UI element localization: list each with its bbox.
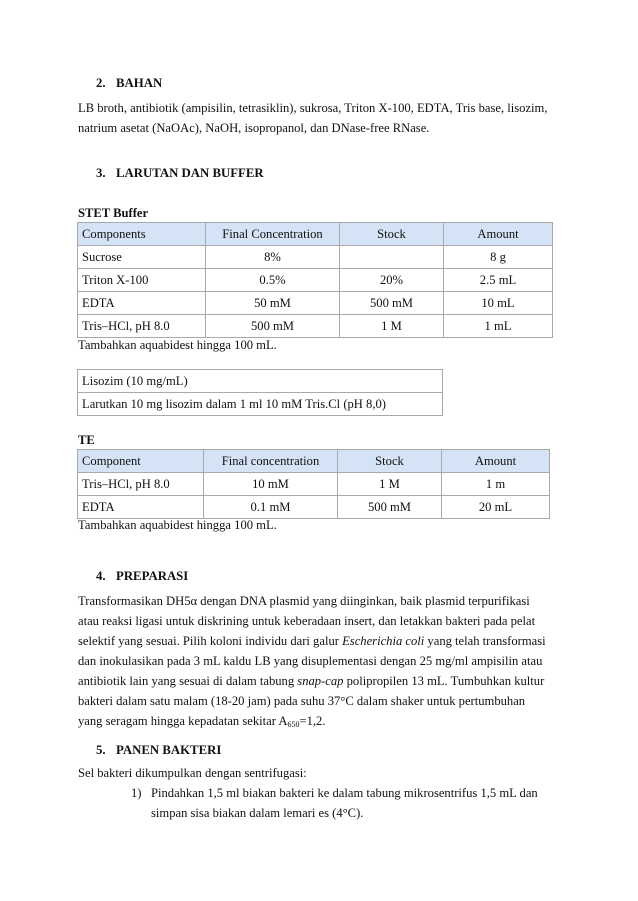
section-2-heading	[96, 76, 162, 91]
header-cell: Stock	[340, 223, 444, 246]
section-title: PREPARASI	[116, 569, 189, 583]
table-cell: Triton X-100	[78, 269, 206, 292]
table-row	[78, 370, 443, 393]
table-header-row	[78, 223, 553, 246]
lisozim-table	[77, 369, 443, 416]
paragraph-line	[78, 671, 560, 691]
section-4-heading	[96, 569, 188, 584]
subscript: 650	[287, 720, 300, 729]
stet-buffer-note: Tambahkan aquabidest hingga 100 mL.	[78, 338, 277, 352]
table-cell: 20 mL	[442, 496, 550, 519]
section-2-body	[78, 98, 560, 138]
paragraph-line: dan inokulasikan pada 3 mL kaldu LB yang disuplementasi dengan 25 mg/ml ampisilin atau	[78, 654, 543, 668]
table-cell: Tris–HCl, pH 8.0	[78, 315, 206, 338]
table-cell: 500 mM	[338, 496, 442, 519]
table-cell: 8%	[206, 246, 340, 269]
paragraph-line: natrium asetat (NaOAc), NaOH, isopropanol, dan DNase-free RNase.	[78, 121, 430, 135]
table-cell: 10 mM	[204, 473, 338, 496]
header-cell: Amount	[444, 223, 553, 246]
table-cell: 50 mM	[206, 292, 340, 315]
table-cell: 1 M	[340, 315, 444, 338]
header-cell: Final concentration	[204, 450, 338, 473]
table-cell: EDTA	[78, 496, 204, 519]
section-5-heading	[96, 743, 221, 758]
header-cell: Final Concentration	[206, 223, 340, 246]
text-run: yang seragam hingga kepadatan sekitar A	[78, 714, 288, 728]
text-run: yang telah transformasi	[424, 634, 546, 648]
table-cell: 10 mL	[444, 292, 553, 315]
step-line: simpan sisa biakan dalam lemari es (4°C).	[151, 806, 364, 820]
text-run: =1,2.	[299, 714, 326, 728]
step-number: 1)	[131, 786, 142, 800]
section-title: LARUTAN DAN BUFFER	[116, 166, 264, 180]
text-run: antibiotik lain yang sesuai di dalam tabung	[78, 674, 298, 688]
te-title: TE	[78, 433, 95, 447]
paragraph-line	[78, 631, 560, 651]
text-run: polipropilen 13 mL. Tumbuhkan kultur	[343, 674, 545, 688]
stet-buffer-title: STET Buffer	[78, 206, 149, 220]
step-text	[151, 783, 560, 823]
table-cell: Sucrose	[78, 246, 206, 269]
section-number: 4.	[96, 569, 106, 583]
table-cell: 0.1 mM	[204, 496, 338, 519]
table-header-row	[78, 450, 550, 473]
paragraph-line: LB broth, antibiotik (ampisilin, tetrasiklin), sukrosa, Triton X-100, EDTA, Tris base, lisozim,	[78, 101, 548, 115]
table-row	[78, 246, 553, 269]
step-line: Pindahkan 1,5 ml biakan bakteri ke dalam tabung mikrosentrifus 1,5 mL dan	[151, 786, 538, 800]
header-cell: Stock	[338, 450, 442, 473]
table-cell: 1 mL	[444, 315, 553, 338]
table-cell: 500 mM	[206, 315, 340, 338]
section-number: 5.	[96, 743, 106, 757]
table-cell: Larutkan 10 mg lisozim dalam 1 ml 10 mM Tris.Cl (pH 8,0)	[78, 393, 443, 416]
table-cell: Tris–HCl, pH 8.0	[78, 473, 204, 496]
paragraph-line	[78, 711, 560, 735]
header-cell: Component	[78, 450, 204, 473]
section-4-body	[78, 591, 560, 735]
stet-buffer-table	[77, 222, 553, 338]
paragraph-line: bakteri dalam satu malam (18-20 jam) pada suhu 37°C dalam shaker untuk pertumbuhan	[78, 694, 526, 708]
table-cell: 1 m	[442, 473, 550, 496]
header-cell: Components	[78, 223, 206, 246]
section-5-intro: Sel bakteri dikumpulkan dengan sentrifugasi:	[78, 766, 307, 780]
table-cell	[340, 246, 444, 269]
paragraph-line: atau reaksi ligasi untuk diskrining untuk keberadaan insert, dan letakkan bakteri pada pelat	[78, 614, 536, 628]
table-row	[78, 292, 553, 315]
section-3-heading	[96, 166, 264, 181]
section-number: 2.	[96, 76, 106, 90]
table-cell: 1 M	[338, 473, 442, 496]
table-cell: 0.5%	[206, 269, 340, 292]
emphasis-term: snap-cap	[297, 674, 344, 688]
table-cell: 20%	[340, 269, 444, 292]
table-cell: 2.5 mL	[444, 269, 553, 292]
section-number: 3.	[96, 166, 106, 180]
te-table	[77, 449, 550, 519]
table-cell: Lisozim (10 mg/mL)	[78, 370, 443, 393]
table-row	[78, 393, 443, 416]
paragraph-line: Transformasikan DH5α dengan DNA plasmid yang diinginkan, baik plasmid terpurifikasi	[78, 594, 530, 608]
table-cell: 8 g	[444, 246, 553, 269]
te-note: Tambahkan aquabidest hingga 100 mL.	[78, 518, 277, 532]
table-cell: EDTA	[78, 292, 206, 315]
species-name: Escherichia coli	[342, 634, 425, 648]
section-title: BAHAN	[116, 76, 163, 90]
header-cell: Amount	[442, 450, 550, 473]
table-row	[78, 473, 550, 496]
table-row	[78, 269, 553, 292]
table-cell: 500 mM	[340, 292, 444, 315]
section-title: PANEN BAKTERI	[116, 743, 222, 757]
text-run: selektif yang sesuai. Pilih koloni individu dari galur	[78, 634, 343, 648]
